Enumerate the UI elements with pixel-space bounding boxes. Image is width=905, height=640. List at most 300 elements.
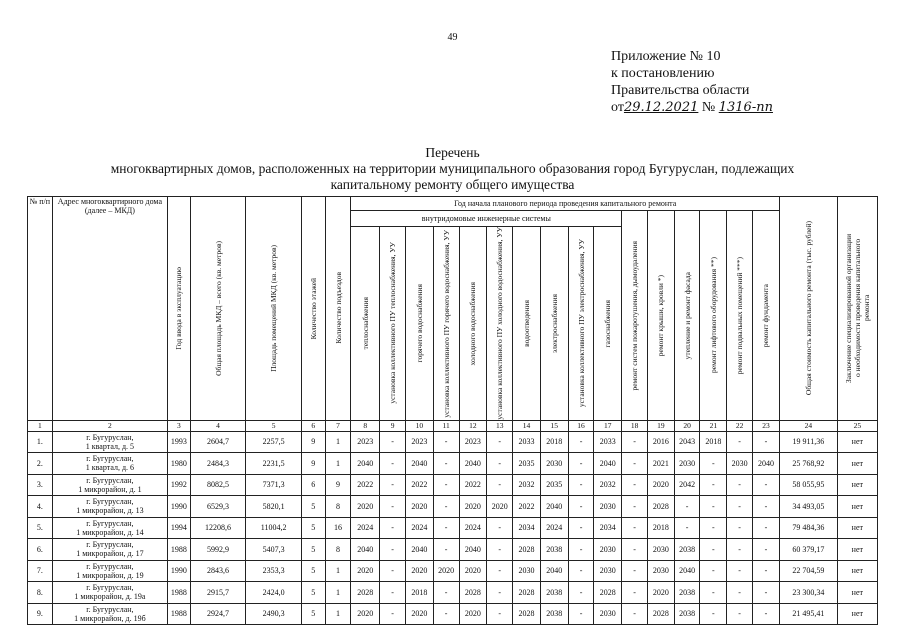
row-work-year: -	[622, 539, 648, 561]
row-work-year: 2020	[405, 603, 433, 625]
column-number-cell: 17	[594, 420, 622, 431]
row-work-year: 2043	[674, 431, 700, 453]
row-work-year: 2020	[647, 582, 674, 604]
row-address	[52, 431, 167, 453]
row-work-year: 2028	[647, 496, 674, 518]
address-line-2: 1 микрорайон, д. 1	[78, 484, 142, 494]
row-work-year: -	[727, 539, 753, 561]
row-work-year: -	[433, 431, 459, 453]
column-number-cell: 12	[459, 420, 487, 431]
row-floors: 5	[301, 582, 325, 604]
title-line-3: капитальному ремонту общего имущества	[330, 177, 575, 192]
header-num: № п/п	[28, 197, 53, 421]
row-work-year: 2020	[459, 603, 487, 625]
row-work-year: 2040	[405, 453, 433, 475]
row-work-year: 2020	[459, 496, 487, 518]
row-year-built: 1988	[168, 603, 191, 625]
row-work-year: 2028	[513, 582, 541, 604]
row-number: 6.	[28, 539, 53, 561]
row-premises-area: 2424,0	[246, 582, 302, 604]
row-work-year: -	[380, 431, 406, 453]
row-work-year: 2034	[594, 517, 622, 539]
row-work-year: -	[700, 496, 727, 518]
date-prefix: от	[611, 100, 624, 115]
row-work-year: 2030	[540, 453, 568, 475]
column-number-row	[28, 420, 878, 431]
column-number-cell: 18	[622, 420, 648, 431]
address-line-2: 1 микрорайон, д. 17	[76, 549, 144, 559]
row-number: 7.	[28, 560, 53, 582]
row-total-area: 8082,5	[190, 474, 246, 496]
header-col-hot-water: горячего водоснабжения	[405, 227, 433, 421]
row-address	[52, 474, 167, 496]
row-work-year: -	[380, 582, 406, 604]
row-work-year: 2040	[540, 496, 568, 518]
row-entrances: 16	[325, 517, 351, 539]
row-work-year: -	[700, 582, 727, 604]
table-row	[28, 474, 878, 496]
row-work-year: 2018	[700, 431, 727, 453]
row-work-year: -	[700, 539, 727, 561]
row-premises-area: 2257,5	[246, 431, 302, 453]
row-work-year: -	[433, 582, 459, 604]
header-year-built: Год ввода в эксплуатацию	[168, 197, 191, 421]
row-number: 1.	[28, 431, 53, 453]
header-plan-group: Год начала планового периода проведения капитального ремонта	[351, 197, 780, 211]
row-work-year: 2022	[459, 474, 487, 496]
row-total-cost: 58 055,95	[780, 474, 838, 496]
row-work-year: -	[700, 474, 727, 496]
address-line-1: г. Бугуруслан,	[86, 540, 134, 550]
row-entrances: 1	[325, 560, 351, 582]
address-line-2: 1 микрорайон, д. 19б	[74, 613, 146, 623]
row-total-area: 2924,7	[190, 603, 246, 625]
row-work-year: -	[433, 453, 459, 475]
row-work-year: 2020	[433, 560, 459, 582]
row-conclusion: нет	[837, 603, 877, 625]
row-floors: 5	[301, 603, 325, 625]
row-conclusion: нет	[837, 453, 877, 475]
row-year-built: 1980	[168, 453, 191, 475]
row-total-area: 12208,6	[190, 517, 246, 539]
row-work-year: -	[752, 474, 779, 496]
row-work-year: 2020	[351, 560, 380, 582]
column-number-cell: 11	[433, 420, 459, 431]
row-work-year: -	[752, 560, 779, 582]
row-work-year: 2020	[647, 474, 674, 496]
row-total-area: 2915,7	[190, 582, 246, 604]
row-address	[52, 496, 167, 518]
row-work-year: 2032	[513, 474, 541, 496]
row-work-year: 2030	[513, 560, 541, 582]
row-work-year: 2023	[405, 431, 433, 453]
row-work-year: 2030	[647, 539, 674, 561]
handwritten-date: 29.12.2021	[623, 100, 699, 115]
row-work-year: 2020	[487, 496, 513, 518]
appendix-date-line	[611, 99, 773, 116]
column-number-cell: 14	[513, 420, 541, 431]
row-entrances: 9	[325, 474, 351, 496]
row-number: 9.	[28, 603, 53, 625]
row-premises-area: 2353,3	[246, 560, 302, 582]
address-line-2: 1 квартал, д. 5	[85, 441, 135, 451]
row-work-year: 2040	[459, 453, 487, 475]
column-number-cell: 7	[325, 420, 351, 431]
row-floors: 9	[301, 453, 325, 475]
appendix-line-3: Правительства области	[611, 83, 750, 98]
number-prefix: №	[701, 100, 716, 115]
houses-table	[27, 196, 878, 625]
row-work-year: -	[380, 517, 406, 539]
row-work-year: -	[752, 603, 779, 625]
row-floors: 5	[301, 539, 325, 561]
column-number-cell: 20	[674, 420, 700, 431]
row-entrances: 1	[325, 603, 351, 625]
address-line-2: 1 микрорайон, д. 14	[76, 527, 144, 537]
row-work-year: -	[752, 496, 779, 518]
table-row	[28, 582, 878, 604]
row-work-year: -	[568, 582, 594, 604]
table-row	[28, 603, 878, 625]
row-address	[52, 582, 167, 604]
row-work-year: 2040	[674, 560, 700, 582]
row-premises-area: 7371,3	[246, 474, 302, 496]
row-work-year: 2018	[405, 582, 433, 604]
row-year-built: 1990	[168, 496, 191, 518]
row-work-year: 2030	[594, 496, 622, 518]
address-line-1: г. Бугуруслан,	[86, 497, 134, 507]
row-address	[52, 560, 167, 582]
row-work-year: -	[380, 496, 406, 518]
row-work-year: -	[727, 474, 753, 496]
row-address	[52, 539, 167, 561]
column-number-cell: 5	[246, 420, 302, 431]
column-number-cell: 23	[752, 420, 779, 431]
row-number: 5.	[28, 517, 53, 539]
row-work-year: -	[433, 496, 459, 518]
row-address	[52, 517, 167, 539]
header-col-cold-water-meter: установка коллективного ПУ холодного водоснабжения, УУ	[487, 227, 513, 421]
table-row	[28, 517, 878, 539]
row-year-built: 1988	[168, 582, 191, 604]
column-number-cell: 15	[540, 420, 568, 431]
column-number-cell: 3	[168, 420, 191, 431]
row-work-year: 2023	[351, 431, 380, 453]
row-work-year: -	[380, 539, 406, 561]
row-work-year: 2030	[594, 603, 622, 625]
row-work-year: -	[700, 517, 727, 539]
row-work-year: 2022	[351, 474, 380, 496]
row-work-year: -	[727, 517, 753, 539]
row-total-area: 6529,3	[190, 496, 246, 518]
row-total-cost: 21 495,41	[780, 603, 838, 625]
row-work-year: 2033	[594, 431, 622, 453]
row-work-year: 2018	[540, 431, 568, 453]
row-entrances: 1	[325, 453, 351, 475]
address-line-1: г. Бугуруслан,	[86, 604, 134, 614]
address-line-1: г. Бугуруслан,	[86, 561, 134, 571]
row-work-year: -	[380, 603, 406, 625]
header-col-drainage: водоотведения	[513, 227, 541, 421]
header-col-foundation: ремонт фундамента	[752, 211, 779, 421]
row-work-year: 2020	[405, 496, 433, 518]
row-work-year: -	[380, 474, 406, 496]
row-total-cost: 22 704,59	[780, 560, 838, 582]
title-line-1: Перечень	[425, 145, 480, 160]
row-work-year: 2020	[459, 560, 487, 582]
row-conclusion: нет	[837, 474, 877, 496]
row-work-year: -	[700, 603, 727, 625]
table-row	[28, 431, 878, 453]
row-work-year: -	[433, 517, 459, 539]
row-work-year: 2030	[594, 560, 622, 582]
row-work-year: 2021	[647, 453, 674, 475]
header-col-heating-meter: установка коллективного ПУ теплоснабжения, УУ	[380, 227, 406, 421]
row-work-year: -	[568, 474, 594, 496]
row-work-year: -	[727, 496, 753, 518]
row-work-year: 2038	[674, 603, 700, 625]
row-total-area: 2484,3	[190, 453, 246, 475]
row-total-cost: 60 379,17	[780, 539, 838, 561]
row-work-year: 2028	[459, 582, 487, 604]
row-premises-area: 5820,1	[246, 496, 302, 518]
row-work-year: -	[727, 582, 753, 604]
header-entrances: Количество подъездов	[325, 197, 351, 421]
row-work-year: -	[433, 474, 459, 496]
row-work-year: 2028	[647, 603, 674, 625]
row-floors: 9	[301, 431, 325, 453]
row-work-year: -	[568, 496, 594, 518]
row-total-cost: 19 911,36	[780, 431, 838, 453]
table-row	[28, 539, 878, 561]
row-conclusion: нет	[837, 431, 877, 453]
row-work-year: -	[622, 603, 648, 625]
header-address: Адрес многоквартирного дома (далее – МКД)	[52, 197, 167, 421]
row-address	[52, 453, 167, 475]
row-work-year: 2040	[540, 560, 568, 582]
header-col-gas: газоснабжения	[594, 227, 622, 421]
row-year-built: 1994	[168, 517, 191, 539]
row-work-year: 2023	[459, 431, 487, 453]
row-work-year: 2038	[674, 539, 700, 561]
row-work-year: -	[380, 453, 406, 475]
address-line-1: г. Бугуруслан,	[86, 432, 134, 442]
row-number: 2.	[28, 453, 53, 475]
row-work-year: 2028	[513, 539, 541, 561]
row-floors: 5	[301, 560, 325, 582]
row-work-year: -	[568, 517, 594, 539]
column-number-cell: 6	[301, 420, 325, 431]
row-conclusion: нет	[837, 582, 877, 604]
row-work-year: 2040	[459, 539, 487, 561]
row-premises-area: 2490,3	[246, 603, 302, 625]
row-entrances: 8	[325, 496, 351, 518]
address-line-2: 1 квартал, д. 6	[85, 463, 135, 473]
row-work-year: -	[433, 603, 459, 625]
column-number-cell: 25	[837, 420, 877, 431]
header-col-fire: ремонт систем пожаротушения, дымоудаления	[622, 211, 648, 421]
row-work-year: 2040	[351, 539, 380, 561]
row-work-year: 2033	[513, 431, 541, 453]
appendix-line-1: Приложение № 10	[611, 49, 721, 64]
row-floors: 5	[301, 517, 325, 539]
column-number-cell: 22	[727, 420, 753, 431]
row-work-year: -	[568, 453, 594, 475]
row-work-year: 2020	[351, 496, 380, 518]
row-work-year: 2028	[351, 582, 380, 604]
column-number-cell: 9	[380, 420, 406, 431]
row-work-year: 2034	[513, 517, 541, 539]
address-line-1: г. Бугуруслан,	[86, 475, 134, 485]
row-work-year: -	[622, 474, 648, 496]
row-premises-area: 5407,3	[246, 539, 302, 561]
row-work-year: 2020	[351, 603, 380, 625]
handwritten-number: 1316-пп	[718, 100, 773, 115]
row-work-year: 2038	[540, 582, 568, 604]
row-work-year: 2038	[674, 582, 700, 604]
row-conclusion: нет	[837, 539, 877, 561]
row-work-year: 2016	[647, 431, 674, 453]
header-col-basement: ремонт подвальных помещений ***)	[727, 211, 753, 421]
header-conclusion: Заключение специализированной организации о необходимости проведения капитального ремонта	[837, 197, 877, 421]
row-number: 4.	[28, 496, 53, 518]
row-year-built: 1993	[168, 431, 191, 453]
row-premises-area: 11004,2	[246, 517, 302, 539]
row-work-year: 2038	[540, 539, 568, 561]
row-address	[52, 603, 167, 625]
row-work-year: -	[568, 560, 594, 582]
row-work-year: 2020	[405, 560, 433, 582]
row-work-year: -	[622, 517, 648, 539]
row-work-year: -	[487, 474, 513, 496]
header-col-roof: ремонт крыши, кровли *)	[647, 211, 674, 421]
column-number-cell: 16	[568, 420, 594, 431]
header-col-electricity-meter: установка коллективного ПУ электроснабжения, УУ	[568, 227, 594, 421]
column-number-cell: 21	[700, 420, 727, 431]
row-total-cost: 23 300,34	[780, 582, 838, 604]
table-body	[28, 431, 878, 625]
address-line-2: 1 микрорайон, д. 19а	[74, 592, 146, 602]
row-work-year: 2040	[594, 453, 622, 475]
row-number: 8.	[28, 582, 53, 604]
row-work-year: 2040	[351, 453, 380, 475]
address-line-1: г. Бугуруслан,	[86, 583, 134, 593]
row-floors: 5	[301, 496, 325, 518]
row-work-year: 2040	[405, 539, 433, 561]
row-work-year: -	[727, 560, 753, 582]
header-col-hot-water-meter: установка коллективного ПУ горячего водоснабжения, УУ	[433, 227, 459, 421]
column-number-cell: 24	[780, 420, 838, 431]
row-work-year: -	[487, 603, 513, 625]
row-total-area: 2843,6	[190, 560, 246, 582]
row-work-year: -	[752, 539, 779, 561]
row-total-area: 5992,9	[190, 539, 246, 561]
row-year-built: 1990	[168, 560, 191, 582]
column-number-cell: 1	[28, 420, 53, 431]
row-entrances: 1	[325, 431, 351, 453]
column-number-cell: 19	[647, 420, 674, 431]
row-work-year: -	[380, 560, 406, 582]
row-year-built: 1988	[168, 539, 191, 561]
row-work-year: -	[674, 517, 700, 539]
header-total-cost: Общая стоимость капитального ремонта (тыс. рублей)	[780, 197, 838, 421]
row-work-year: -	[487, 453, 513, 475]
row-conclusion: нет	[837, 496, 877, 518]
header-col-cold-water: холодного водоснабжения	[459, 227, 487, 421]
row-entrances: 1	[325, 582, 351, 604]
row-work-year: 2028	[594, 582, 622, 604]
row-work-year: -	[487, 560, 513, 582]
row-work-year: -	[433, 539, 459, 561]
header-col-elevator: ремонт лифтового оборудования **)	[700, 211, 727, 421]
row-work-year: -	[622, 560, 648, 582]
row-work-year: -	[568, 603, 594, 625]
row-work-year: -	[568, 431, 594, 453]
header-col-facade: утепление и ремонт фасада	[674, 211, 700, 421]
row-work-year: 2030	[647, 560, 674, 582]
row-work-year: 2024	[351, 517, 380, 539]
appendix-block	[611, 48, 773, 116]
row-work-year: -	[727, 603, 753, 625]
header-col-electricity: электроснабжения	[540, 227, 568, 421]
row-work-year: 2035	[540, 474, 568, 496]
row-entrances: 8	[325, 539, 351, 561]
address-line-2: 1 микрорайон, д. 13	[76, 506, 144, 516]
row-work-year: -	[727, 431, 753, 453]
column-number-cell: 13	[487, 420, 513, 431]
row-total-cost: 25 768,92	[780, 453, 838, 475]
row-work-year: 2024	[540, 517, 568, 539]
table-row	[28, 560, 878, 582]
row-work-year: 2038	[540, 603, 568, 625]
row-work-year: 2032	[594, 474, 622, 496]
row-work-year: -	[622, 582, 648, 604]
row-work-year: -	[487, 582, 513, 604]
table-row	[28, 496, 878, 518]
row-work-year: -	[700, 453, 727, 475]
row-work-year: -	[752, 431, 779, 453]
row-total-cost: 34 493,05	[780, 496, 838, 518]
header-internal-group: внутридомовые инженерные системы	[351, 211, 622, 227]
row-premises-area: 2231,5	[246, 453, 302, 475]
row-work-year: -	[622, 453, 648, 475]
header-floors: Количество этажей	[301, 197, 325, 421]
row-number: 3.	[28, 474, 53, 496]
column-number-cell: 10	[405, 420, 433, 431]
row-work-year: 2030	[594, 539, 622, 561]
row-work-year: 2028	[513, 603, 541, 625]
table-row	[28, 453, 878, 475]
address-line-1: г. Бугуруслан,	[86, 454, 134, 464]
address-line-2: 1 микрорайон, д. 19	[76, 570, 144, 580]
row-work-year: -	[622, 431, 648, 453]
page-number: 49	[447, 32, 458, 43]
row-work-year: -	[752, 517, 779, 539]
row-floors: 6	[301, 474, 325, 496]
row-work-year: -	[622, 496, 648, 518]
row-work-year: 2030	[727, 453, 753, 475]
row-work-year: -	[752, 582, 779, 604]
row-work-year: 2022	[513, 496, 541, 518]
row-work-year: -	[674, 496, 700, 518]
row-work-year: 2024	[459, 517, 487, 539]
appendix-line-2: к постановлению	[611, 66, 715, 81]
column-number-cell: 8	[351, 420, 380, 431]
header-premises-area: Площадь помещений МКД (кв. метров)	[246, 197, 302, 421]
row-work-year: 2018	[647, 517, 674, 539]
row-conclusion: нет	[837, 517, 877, 539]
row-work-year: 2030	[674, 453, 700, 475]
